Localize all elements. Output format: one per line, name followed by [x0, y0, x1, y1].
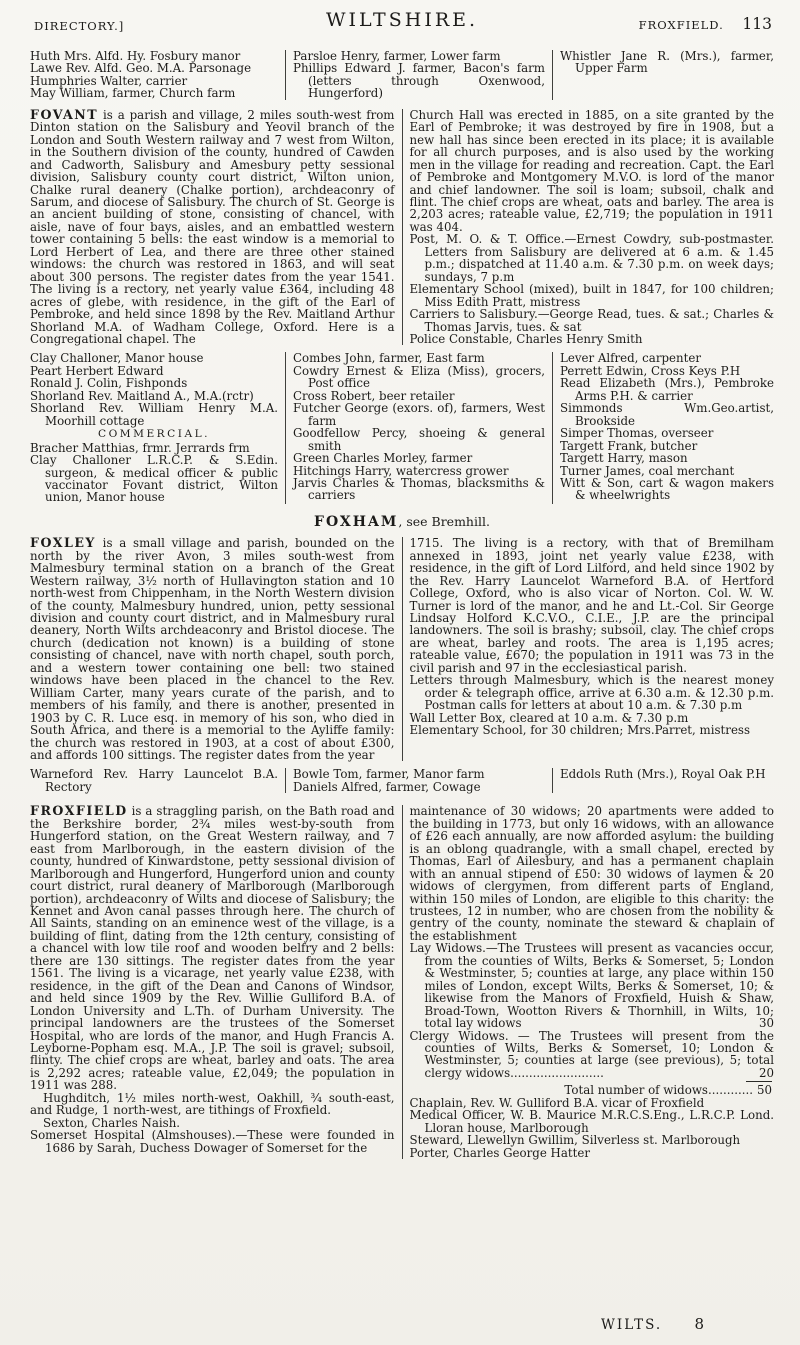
foxley-description-left-column: [30, 537, 395, 761]
foxham-heading: FOXHAM: [314, 513, 399, 530]
resident-entry: Daniels Alfred, farmer, Cowage: [293, 779, 481, 794]
paragraph: Police Constable, Charles Henry Smith: [409, 331, 643, 346]
paragraph: FROXFIELD is a straggling parish, on the Bath road and the Berkshire border, 2¾ miles west-by-south from Hungerford station, on the Great Western railway, and 7 east from Marlborough, in the eastern division of the county, hundred of Kinwardstone, petty sessional division of Marlborough and Hungerford, Hungerford union and county court district, rural deanery of Marlborough (Marlborough portion), archdeaconry of Wilts and diocese of Salisbury; the Kennet and Avon canal passes through here. The church of All Saints, standing on an eminence west of the village, is a building of flint, dating from the 12th century, consisting of a chancel with low tile roof and wooden belfry and 2 bells: there are 130 sittings. The register dates from the year 1561. The living is a vicarage, net yearly value £238, with residence, in the gift of the Dean and Canons of Windsor, and held since 1909 by the Rev. Willie Gulliford B.A. of London University and L.Th. of Durham University. The principal landowners are the trustees of the Somerset Hospital, who are lords of the manor, and Hugh Francis A. Leyborne-Popham esq. M.A., J.P. The soil is gravel; subsoil, flinty. The chief crops are wheat, barley and oats. The area is 2,292 acres; rateable value, £2,049; the population in 1911 was 288.: [30, 803, 395, 1093]
fovant-description-left-column: [30, 106, 395, 346]
foxley-residents-list: [30, 768, 774, 793]
paragraph: FOVANT is a parish and village, 2 miles south-west from Dinton station on the Salisbury and Yeovil branch of the London and South Western railway and 7 west from Wilton, in the Southern division of the county, hundred of Cawden and Cadworth, Salisbury and Amesbury petty sessional division, Salisbury county court district, Wilton union, Chalke rural deanery (Chalke portion), archdeaconry of Sarum, and diocese of Salisbury. The church of St. George is an ancient building of stone, consisting of chancel, with aisle, nave of four bays, aisles, and an embattled western tower containing 5 bells: the east window is a memorial to Lord Herbert of Lea, and there are three other stained windows: the church was restored in 1863, and will seat about 300 persons. The register dates from the year 1541. The living is a rectory, net yearly value £364, including 48 acres of glebe, with residence, in the gift of the Earl of Pembroke, and held since 1898 by the Rev. Maitland Arthur Shorland M.A. of Wadham College, Oxford. Here is a Congregational chapel. The: [30, 106, 395, 346]
paragraph: FOXLEY is a small village and parish, bounded on the north by the river Avon, 3 miles south-west from Malmesbury terminal station on a branch of the Great Western railway, 3½ north of Hullavington station and 10 north-west from Chippenham, in the North Western division of the county, Malmesbury hundred, union, petty sessional division and county court district, and in Malmesbury rural deanery, North Wilts archdeaconry and Bristol diocese. The church (dedication not known) is a building of stone consisting of chancel, nave with north chapel, south porch, and a western tower containing one bell: two stained windows have been placed in the chancel to the Rev. William Carter, many years curate of the parish, and to members of his family, and there is another, presented in 1903 by C. R. Luce esq. in memory of his son, who died in South Africa, and there is a memorial to the Ayliffe family: the church was restored in 1903, at a cost of about £300, and affords 100 sittings. The register dates from the year: [30, 535, 395, 763]
resident-entry: Futcher George (exors. of), farmers, West farm: [293, 401, 545, 428]
footer-county-label: WILTS.: [601, 1316, 663, 1333]
parish-name-lead: FROXFIELD: [30, 803, 128, 819]
paragraph: Elementary School, for 30 children; Mrs.Parret, mistress: [409, 723, 751, 738]
paragraph: maintenance of 30 widows; 20 apartments were added to the building in 1773, but only 16 widows, with an allowance of £26 each annually, are now afforded asylum: the building is an oblong quadrangle, with a small chapel, erected by Thomas, Earl of Ailesbury, and has a permanent chaplain with an annual stipend of £50: 30 widows of laymen & 20 widows of clergymen, from different parts of England, within 150 miles of London, are eligible to this charity: the trustees, 12 in number, who are chosen from the nobility & gentry of the county, nominate the steward & chaplain of the establishment: [409, 804, 774, 943]
sum-rule-divider: [746, 1081, 772, 1082]
fovant-description-right-column: [402, 109, 775, 346]
footer-signature-number: 8: [694, 1314, 704, 1333]
fovant-residents-list: [30, 352, 774, 503]
froxfield-description: [30, 805, 774, 1159]
resident-entry: Shorland Rev. Maitland A., M.A.(rctr): [30, 388, 254, 403]
residents-column-2: [285, 352, 545, 503]
paragraph: Lay Widows.—The Trustees will present as vacancies occur, from the counties of Wilts, Berks & Somerset, 5; London & Westminster, 5; counties at large, any place within 150 miles of London, except Wilts, Berks & Somerset, 10; & likewise from the Manors of Froxfield, Huish & Shaw, Broad-Town, Wootton Rivers & Thornhill, in Wilts, 10; total lay widows 30: [409, 941, 774, 1031]
resident-entry: Goodfellow Percy, shoeing & general smith: [293, 426, 545, 453]
widow-count: 30: [758, 1016, 774, 1031]
resident-entry: Parsloe Henry, farmer, Lower farm: [293, 49, 501, 63]
resident-entry: Lawe Rev. Alfd. Geo. M.A. Parsonage: [30, 61, 252, 76]
paragraph: Church Hall was erected in 1885, on a site granted by the Earl of Pembroke; it was destroyed by fire in 1908, but a new hall has since been erected in its place; it is available for all church purposes, and is also used by the working men in the village for reading and recreation. Capt. the Earl of Pembroke and Montgomery M.V.O. is lord of the manor and chief landowner. The soil is loam; subsoil, chalk and flint. The chief crops are wheat, oats and barley. The area is 2,203 acres; rateable value, £2,719; the population in 1911 was 404.: [409, 107, 774, 234]
paragraph: 1715. The living is a rectory, with that of Bremilham annexed in 1893, joint net yearly value £238, with residence, in the gift of Lord Lilford, and held since 1902 by the Rev. Harry Launcelot Warneford B.A. of Hertford College, Oxford, who is also vicar of Norton. Col. W. W. Turner is lord of the manor, and he and Lt.-Col. Sir George Lindsay Holford K.C.V.O., C.I.E., J.P. are the principal landowners. The soil is brashy; subsoil, clay. The chief crops are wheat, barley and roots. The area is 1,195 acres; rateable value, £670; the population in 1911 was 73 in the civil parish and 97 in the ecclesiastical parish.: [409, 536, 774, 675]
page-footer: [0, 1314, 800, 1333]
resident-entry: Turner James, coal merchant: [560, 463, 735, 478]
resident-entry: Bowle Tom, farmer, Manor farm: [293, 767, 485, 782]
resident-entry: Green Charles Morley, farmer: [293, 451, 473, 466]
froxfield-description-left-column: [30, 805, 395, 1159]
fovant-description: [30, 106, 774, 346]
resident-entry: Warneford Rev. Harry Launcelot B.A. Rectory: [30, 767, 278, 794]
resident-entry: Cowdry Ernest & Eliza (Miss), grocers, Post office: [293, 363, 545, 391]
foxley-description-right-column: [402, 537, 775, 761]
paragraph: Medical Officer, W. B. Maurice M.R.C.S.Eng., L.R.C.P. Lond. Lloran house, Marlborough: [409, 1108, 774, 1135]
resident-entry: Bracher Matthias, frmr. Jerrards frm: [30, 440, 250, 455]
resident-entry: Targett Harry, mason: [560, 451, 688, 466]
paragraph: Letters through Malmesbury, which is the nearest money order & telegraph office, arrive at 6.30 a.m. & 12.30 p.m. Postman calls for letters at about 10 a.m. & 7.30 p.m: [409, 673, 774, 713]
resident-entry: Read Elizabeth (Mrs.), Pembroke Arms P.H. & carrier: [560, 376, 774, 403]
page-header: [30, 9, 774, 42]
parish-name-lead: FOVANT: [30, 106, 99, 122]
foxham-cross-reference: [30, 513, 774, 530]
widow-count: 50: [756, 1083, 772, 1098]
resident-entry: May William, farmer, Church farm: [30, 86, 236, 101]
parish-name-lead: FOXLEY: [30, 535, 96, 551]
paragraph: Post, M. O. & T. Office.—Ernest Cowdry, sub-postmaster. Letters from Salisbury are delivered at 6 a.m. & 1.45 p.m.; dispatched at 11.40 a.m. & 7.30 p.m. on week days; sundays, 7 p.m: [409, 232, 774, 284]
resident-entry: Targett Frank, butcher: [560, 438, 698, 453]
paragraph: Chaplain, Rev. W. Gulliford B.A. vicar of Froxfield: [409, 1095, 705, 1110]
residents-column-3: [552, 50, 774, 100]
residents-column-3: [552, 768, 774, 793]
resident-entry: Jarvis Charles & Thomas, blacksmiths & carriers: [293, 475, 545, 503]
resident-entry: Simper Thomas, overseer: [560, 426, 714, 441]
froxfield-charity-paragraphs: [410, 805, 775, 1079]
paragraph: Porter, Charles George Hatter: [409, 1145, 590, 1160]
resident-entry: Shorland Rev. William Henry M.A. Moorhill cottage: [30, 401, 278, 428]
resident-entry: Phillips Edward J. farmer, Bacon's farm (letters through Oxenwood, Hungerford): [293, 61, 545, 101]
resident-entry: Combes John, farmer, East farm: [293, 351, 485, 366]
paragraph: Carriers to Salisbury.—George Read, tues. & sat.; Charles & Thomas Jarvis, tues. & sat: [409, 307, 774, 334]
resident-entry: Whistler Jane R. (Mrs.), farmer, Upper Farm: [560, 49, 774, 76]
resident-entry: Lever Alfred, carpenter: [560, 351, 701, 366]
resident-entry: COMMERCIAL.: [97, 428, 211, 441]
paragraph: Sexton, Charles Naish.: [43, 1115, 181, 1130]
resident-entry: Clay Challoner, Manor house: [30, 351, 204, 366]
foxham-see-reference: , see Bremhill.: [398, 513, 490, 529]
paragraph: Clergy Widows. — The Trustees will present from the counties of Wilts, Berks & Somerset, 10; London & Westminster, 5; counties at large (see previous), 5; total clergy widows......................... 20: [409, 1028, 774, 1080]
foxley-description: [30, 537, 774, 761]
paragraph: Hughditch, 1½ miles north-west, Oakhill, ¾ south-east, and Rudge, 1 north-west, are tithings of Froxfield.: [30, 1090, 395, 1118]
residents-column-1: [30, 50, 278, 100]
residents-column-1: [30, 352, 278, 503]
header-directory-label: DIRECTORY.]: [34, 19, 125, 33]
page-number: 113: [742, 15, 772, 33]
resident-entry: Clay Challoner L.R.C.P. & S.Edin. surgeon, & medical officer & public vaccinator Fovant district, Wilton union, Manor house: [30, 453, 278, 505]
froxfield-totals-and-officials: [410, 1084, 775, 1159]
froxfield-continued-residents-list: [30, 50, 774, 100]
resident-entry: Simmonds Wm.Geo.artist, Brookside: [560, 401, 774, 428]
paragraph: Steward, Llewellyn Gwillim, Silverless st. Marlborough: [409, 1133, 741, 1148]
paragraph: Wall Letter Box, cleared at 10 a.m. & 7.30 p.m: [409, 710, 689, 725]
residents-column-3: [552, 352, 774, 503]
widow-count: 20: [758, 1065, 774, 1080]
header-county-title: WILTSHIRE.: [325, 9, 479, 31]
residents-column-2: [285, 50, 545, 100]
residents-column-1: [30, 768, 278, 793]
residents-column-2: [285, 768, 545, 793]
paragraph: Somerset Hospital (Almshouses).—These were founded in 1686 by Sarah, Duchess Dowager of Somerset for the: [30, 1128, 395, 1155]
resident-entry: Witt & Son, cart & wagon makers & wheelwrights: [560, 475, 774, 503]
paragraph: Total number of widows............ 50: [564, 1083, 772, 1098]
header-parish-name: FROXFIELD.: [638, 18, 724, 32]
resident-entry: Huth Mrs. Alfd. Hy. Fosbury manor: [30, 49, 241, 63]
header-parish-running-title: [638, 15, 772, 33]
resident-entry: Hitchings Harry, watercress grower: [293, 463, 509, 478]
froxfield-description-right-column: [402, 805, 775, 1159]
resident-entry: Eddols Ruth (Mrs.), Royal Oak P.H: [560, 767, 766, 782]
paragraph: Elementary School (mixed), built in 1847, for 100 children; Miss Edith Pratt, mistress: [409, 282, 774, 309]
resident-entry: Peart Herbert Edward: [30, 363, 164, 378]
resident-entry: Perrett Edwin, Cross Keys P.H: [560, 363, 741, 378]
resident-entry: Cross Robert, beer retailer: [293, 388, 455, 403]
resident-entry: Humphries Walter, carrier: [30, 73, 188, 88]
resident-entry: Ronald J. Colin, Fishponds: [30, 376, 188, 391]
